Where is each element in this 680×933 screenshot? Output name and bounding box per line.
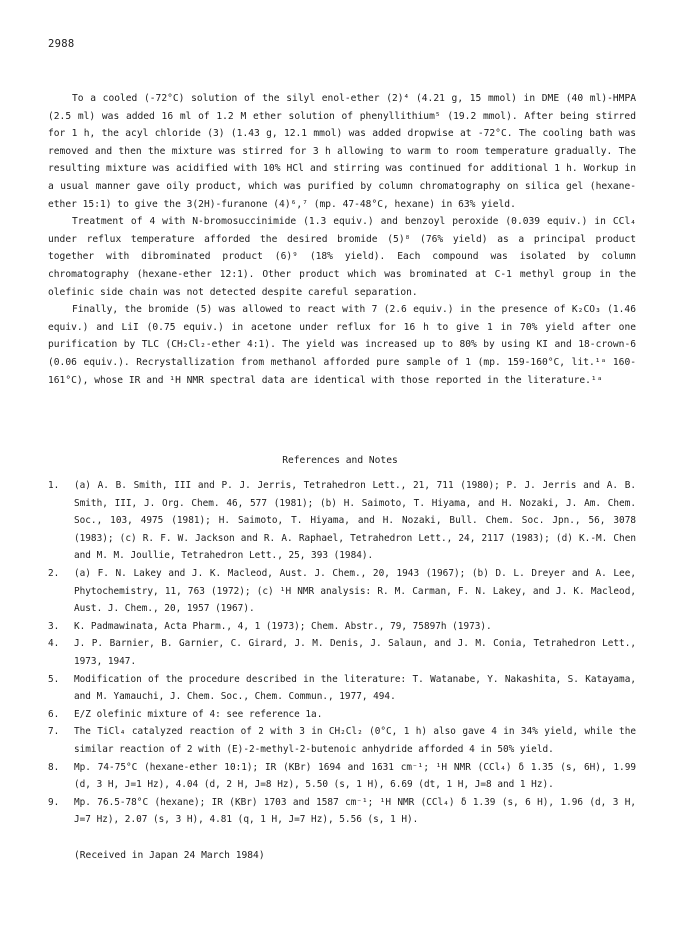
reference-number: 2. xyxy=(48,567,60,579)
references-heading: References and Notes xyxy=(282,455,398,466)
paragraph-3: Finally, the bromide (5) was allowed to react with 7 (2.6 equiv.) in the presence of K₂CO₃ (1.46 equiv.) and LiI (0.75 equiv.) in acetone under reflux for 16 h to give 1 in 70% yield after one purification by TLC (CH₂Cl₂-ether 4:1). The yield was increased up to 80% by using KI and 18-crown-6 (0.06 equiv.). Recrystallization from methanol afforded pure sample of 1 (mp. 159-160°C, lit.¹ᵃ 160-161°C), whose IR and ¹H NMR spectral data are identical with those reported in the literature.¹ᵃ xyxy=(48,304,636,386)
page-number: 2988 xyxy=(48,38,75,50)
reference-number: 4. xyxy=(48,638,60,650)
reference-number: 5. xyxy=(48,673,60,685)
reference-number: 8. xyxy=(48,761,60,773)
reference-item xyxy=(48,635,636,670)
reference-item xyxy=(48,565,636,618)
reference-item xyxy=(48,794,636,829)
reference-text: J. P. Barnier, B. Garnier, C. Girard, J. M. Denis, J. Salaun, and J. M. Conia, Tetrahedron Lett., 1973, 1947. xyxy=(74,638,636,667)
reference-text: K. Padmawinata, Acta Pharm., 4, 1 (1973); Chem. Abstr., 79, 75897h (1973). xyxy=(74,620,492,632)
reference-number: 9. xyxy=(48,796,60,808)
reference-item xyxy=(48,671,636,706)
reference-text: Modification of the procedure described in the literature: T. Watanabe, Y. Nakashita, S. Katayama, and M. Yamauchi, J. Chem. Soc., Chem. Commun., 1977, 494. xyxy=(74,673,636,703)
reference-text: Mp. 74-75°C (hexane-ether 10:1); IR (KBr) 1694 and 1631 cm⁻¹; ¹H NMR (CCl₄) δ 1.35 (s, 6H), 1.99 (d, 3 H, J=1 Hz), 4.04 (d, 2 H, J=8 Hz), 5.50 (s, 1 H), 6.69 (dt, 1 H, J=8 and 1 Hz). xyxy=(74,761,636,791)
reference-text: (a) F. N. Lakey and J. K. Macleod, Aust. J. Chem., 20, 1943 (1967); (b) D. L. Dreyer and A. Lee, Phytochemistry, 11, 763 (1972); (c) ¹H NMR analysis: R. M. Carman, F. N. Lakey, and J. K. Macleod, Aust. J. Chem., 20, 1957 (1967). xyxy=(74,567,636,615)
reference-item xyxy=(48,706,636,724)
received-date: (Received in Japan 24 March 1984) xyxy=(74,850,265,861)
body-text xyxy=(48,90,636,389)
reference-text: The TiCl₄ catalyzed reaction of 2 with 3 in CH₂Cl₂ (0°C, 1 h) also gave 4 in 34% yield, while the similar reaction of 2 with (E)-2-methyl-2-butenoic anhydride afforded 4 in 50% yield. xyxy=(74,726,636,755)
reference-text: Mp. 76.5-78°C (hexane); IR (KBr) 1703 and 1587 cm⁻¹; ¹H NMR (CCl₄) δ 1.39 (s, 6 H), 1.96 (d, 3 H, J=7 Hz), 2.07 (s, 3 H), 4.81 (q, 1 H, J=7 Hz), 5.56 (s, 1 H). xyxy=(74,796,636,826)
reference-item xyxy=(48,723,636,758)
reference-number: 7. xyxy=(48,726,60,738)
reference-number: 3. xyxy=(48,620,60,632)
reference-text: E/Z olefinic mixture of 4: see reference 1a. xyxy=(74,708,323,720)
reference-item xyxy=(48,759,636,794)
reference-number: 1. xyxy=(48,480,60,491)
reference-number: 6. xyxy=(48,708,60,720)
paragraph-1: To a cooled (-72°C) solution of the silyl enol-ether (2)⁴ (4.21 g, 15 mmol) in DME (40 ml)-HMPA (2.5 ml) was added 16 ml of 1.2 M ether solution of phenyllithium⁵ (19.2 mmol). After being stirred for 1 h, the acyl chloride (3) (1.43 g, 12.1 mmol) was added dropwise at -72°C. The cooling bath was removed and then the mixture was stirred for 3 h allowing to warm to room temperature gradually. The resulting mixture was acidified with 10% HCl and stirring was continued for additional 1 h. Workup in a usual manner gave oily product, which was purified by column chromatography on silica gel (hexane-ether 15:1) to give the 3(2H)-furanone (4)⁶,⁷ (mp. 47-48°C, hexane) in 63% yield. xyxy=(48,93,636,210)
references-list xyxy=(48,477,636,829)
paragraph-2: Treatment of 4 with N-bromosuccinimide (1.3 equiv.) and benzoyl peroxide (0.039 equiv.) in CCl₄ under reflux temperature afforded the desired bromide (5)⁸ (76% yield) as a principal product together with dibrominated product (6)⁹ (18% yield). Each compound was isolated by column chromatography (hexane-ether 12:1). Other product which was brominated at C-1 methyl group in the olefinic side chain was not detected despite careful separation. xyxy=(48,216,636,298)
reference-text: (a) A. B. Smith, III and P. J. Jerris, Tetrahedron Lett., 21, 711 (1980); P. J. Jerris and A. B. Smith, III, J. Org. Chem. 46, 577 (1981); (b) H. Saimoto, T. Hiyama, and H. Nozaki, J. Am. Chem. Soc., 103, 4975 (1981); H. Saimoto, T. Hiyama, and H. Nozaki, Bull. Chem. Soc. Jpn., 56, 3078 (1983); (c) R. F. W. Jackson and R. A. Raphael, Tetrahedron Lett., 24, 2117 (1983); (d) K.-M. Chen and M. M. Joullie, Tetrahedron Lett., 25, 393 (1984). xyxy=(74,480,636,562)
reference-item xyxy=(48,477,636,565)
reference-item xyxy=(48,618,636,636)
